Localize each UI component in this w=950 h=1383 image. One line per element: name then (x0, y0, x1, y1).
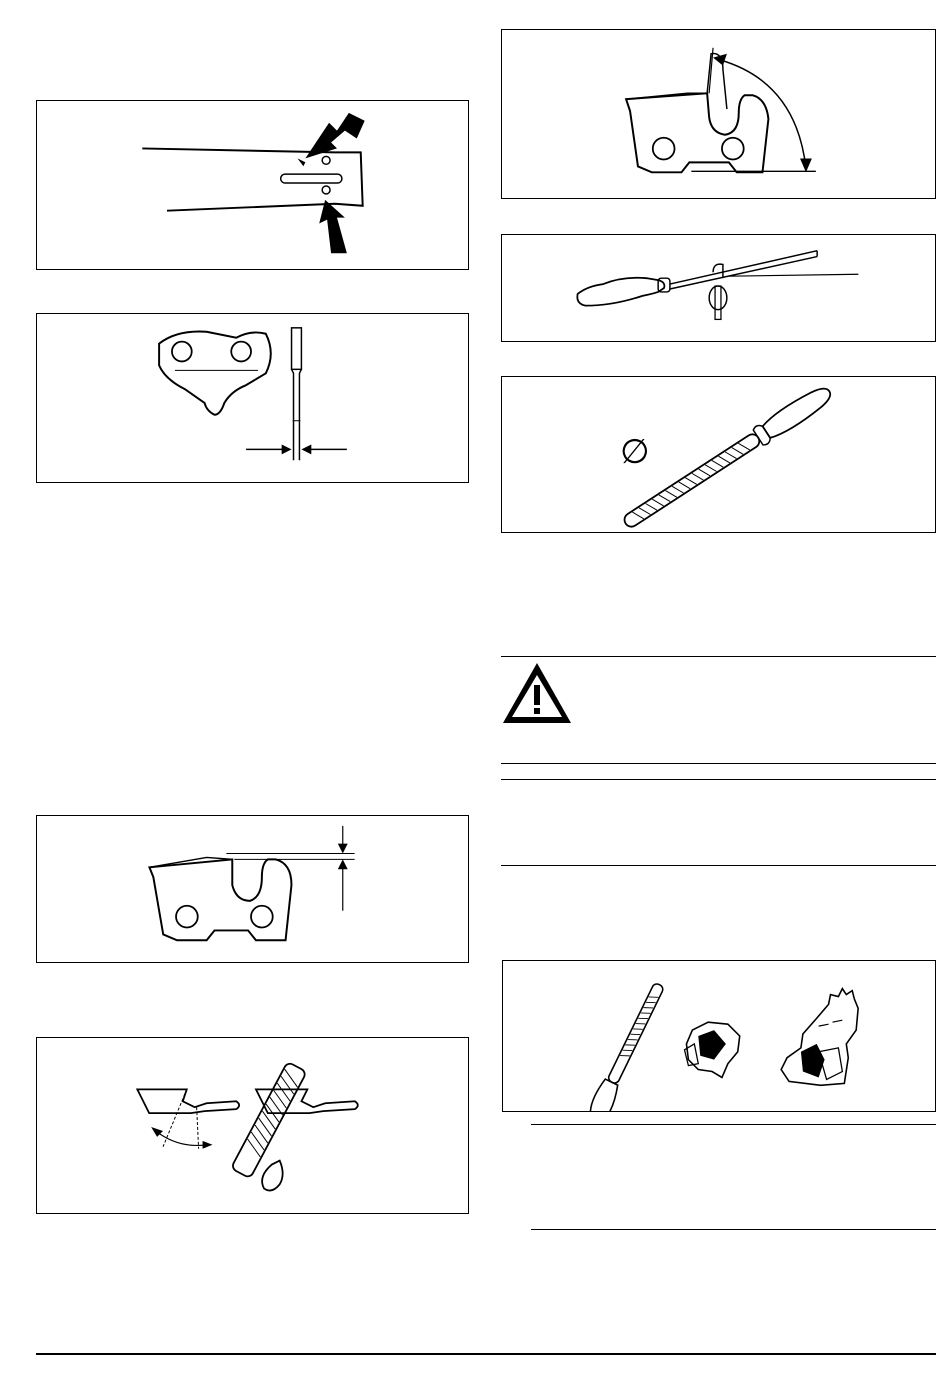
note-bottom-rule (501, 865, 936, 866)
note-top-rule (501, 779, 936, 780)
tools-note-bottom-rule (531, 1229, 936, 1230)
guide-bar-arrows-illustration (37, 101, 468, 269)
warning-bottom-rule (501, 763, 936, 764)
cutter-file-angle-illustration (37, 1038, 468, 1213)
figure-bar-oil-holes (36, 100, 469, 270)
figure-depth-gauge-setting (36, 815, 469, 963)
figure-top-plate-angle (501, 29, 936, 199)
warning-top-rule (501, 656, 936, 657)
warning-triangle-icon (501, 661, 573, 725)
figure-file-holder (501, 234, 936, 342)
cutter-depth-gauge-illustration (37, 816, 468, 962)
figure-drive-link-gauge (36, 313, 469, 483)
sharpening-tools-illustration (503, 961, 935, 1111)
diameter-symbol: ∅ (620, 432, 650, 472)
drive-link-illustration (37, 314, 468, 482)
figure-file-angle (36, 1037, 469, 1214)
file-holder-illustration (502, 235, 935, 341)
tools-note-top-rule (531, 1124, 936, 1125)
round-file-illustration (502, 377, 935, 532)
figure-round-file-diameter (501, 376, 936, 533)
cutter-angle-illustration (502, 30, 935, 198)
figure-sharpening-tools (502, 960, 936, 1112)
footer-rule (36, 1353, 936, 1355)
